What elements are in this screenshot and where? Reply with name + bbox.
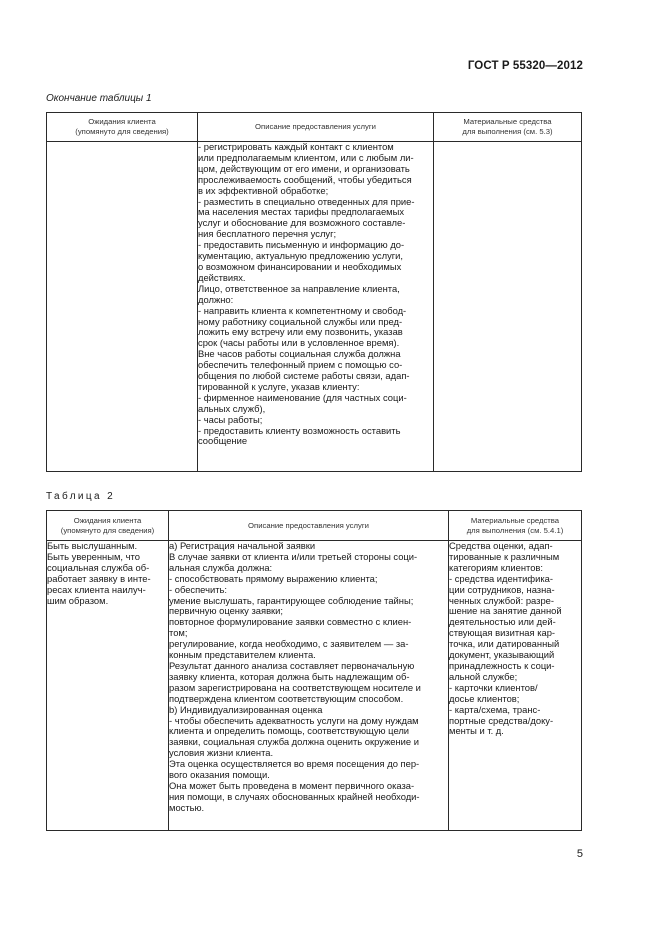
text-line: действиях.	[198, 271, 246, 283]
text-line: альной службе;	[449, 670, 518, 682]
table-1-header-expectations	[47, 113, 198, 142]
table-2-header-resources	[449, 511, 582, 541]
text-line: тированные к различным	[449, 550, 560, 562]
text-line: подтверждена клиентом соответствующим способом.	[169, 692, 404, 704]
text-line: - средства идентифика-	[449, 572, 554, 584]
text-line: Эта оценка осуществляется во время посещения до пер-	[169, 758, 420, 770]
header-text: Материальные средства	[470, 515, 560, 525]
text-line: умение выслушать, гарантирующее соблюдение тайны;	[169, 594, 414, 606]
table-2-caption: Таблица 2	[46, 491, 116, 502]
table-1	[46, 112, 582, 472]
text-line: разом зарегистрирована на соответствующем носителе и	[169, 681, 421, 693]
text-line: вого оказания помощи.	[169, 769, 270, 781]
text-line: условия жизни клиента.	[169, 747, 274, 759]
text-line: Вне часов работы социальная служба должна	[198, 348, 401, 360]
table-1-description-cell	[198, 142, 434, 472]
table-2-header-description	[169, 511, 449, 541]
text-line: Она может быть проведена в момент первичного оказа-	[169, 779, 415, 791]
text-line: конным представителем клиента.	[169, 649, 316, 661]
text-line: - обеспечить:	[169, 583, 227, 595]
text-line: ному работнику социальной службы или пред-	[198, 315, 403, 327]
text-line: о возможном финансировании и необходимых	[198, 260, 402, 272]
table-1-expectations-cell	[47, 142, 198, 472]
text-line: документ, указывающий	[449, 649, 555, 661]
text-line: шим образом.	[47, 594, 109, 606]
table-2	[46, 510, 582, 831]
text-line: - часы работы;	[198, 413, 263, 425]
header-text: Описание предоставления услуги	[248, 520, 369, 530]
text-line: - направить клиента к компетентному и свобод-	[198, 304, 407, 316]
text-line: ствующая визитная кар-	[449, 627, 556, 639]
table-2-header-expectations	[47, 511, 169, 541]
table-1-continuation-caption: Окончание таблицы 1	[46, 93, 152, 104]
text-line: точка, или датированный	[449, 638, 560, 650]
table-1-header-description	[198, 113, 434, 142]
text-line: ресах клиента наилуч-	[47, 583, 146, 595]
standard-designation: ГОСТ Р 55320—2012	[467, 60, 583, 72]
text-line: социальная служба об-	[47, 561, 150, 573]
text-line: Результат данного анализа составляет первоначальную	[169, 659, 415, 671]
text-line: прослеживаемость сообщений, чтобы убедиться	[198, 173, 412, 185]
text-line: - способствовать прямому выражению клиента;	[169, 572, 378, 584]
text-line: или предполагаемым клиентом, или с любым ли-	[198, 151, 414, 163]
text-line: альная служба должна:	[169, 561, 273, 573]
text-line: заявки, социальная служба должна оценить окружение и	[169, 736, 419, 748]
text-line: в их эффективной обработке;	[198, 184, 329, 196]
text-line: работает заявку в инте-	[47, 572, 151, 584]
table-2-resources-cell	[449, 541, 582, 831]
text-line: обеспечить телефонный прием с помощью со-	[198, 359, 403, 371]
text-line: том;	[169, 627, 188, 639]
text-line: портные средства/доку-	[449, 714, 554, 726]
header-text: (упомянуто для сведения)	[60, 525, 155, 535]
header-text: Описание предоставления услуги	[255, 122, 376, 131]
text-line: общения по любой системе работы связи, адап-	[198, 370, 410, 382]
text-line: принадлежность к соци-	[449, 659, 555, 671]
text-line: тированной к услуге, указав клиенту:	[198, 380, 360, 392]
text-line: сообщение	[198, 435, 248, 447]
text-line: а) Регистрация начальной заявки	[169, 540, 316, 551]
text-line: срок (часы работы или в условленное время).	[198, 337, 400, 349]
header-text: Ожидания клиента	[73, 515, 142, 525]
text-line: - разместить в специально отведенных для прие-	[198, 195, 415, 207]
text-line: шение на занятие данной	[449, 605, 562, 617]
text-line: услуг и обоснование для возможного составле-	[198, 217, 406, 229]
page-number: 5	[576, 848, 583, 860]
text-line: деятельностью или дей-	[449, 616, 556, 628]
text-line: Быть уверенным, что	[47, 550, 140, 562]
text-line: ния бесплатного перечня услуг;	[198, 228, 337, 240]
header-text: Материальные средства	[463, 117, 552, 126]
header-text: (упомянуто для сведения)	[75, 127, 169, 136]
text-line: В случае заявки от клиента и/или третьей стороны соци-	[169, 550, 418, 562]
table-2-description-cell	[169, 541, 449, 831]
header-text: для выполнения (см. 5.3)	[462, 127, 553, 136]
text-line: ния помощи, в случаях обоснованных крайней необходи-	[169, 790, 420, 802]
text-line: Лицо, ответственное за направление клиента,	[198, 282, 400, 294]
text-line: альных служб),	[198, 402, 266, 414]
text-line: ложить ему встречу или ему позвонить, указав	[198, 326, 403, 338]
text-line: - чтобы обеспечить адекватность услуги на дому нуждам	[169, 714, 419, 726]
text-line: регулирование, когда необходимо, с заявителем — за-	[169, 638, 409, 650]
text-line: - регистрировать каждый контакт с клиентом	[198, 141, 394, 152]
text-line: заявку клиента, которая должна быть надлежащим об-	[169, 670, 410, 682]
text-line: - фирменное наименование (для частных соци-	[198, 391, 407, 403]
text-line: ма населения местах тарифы предполагаемых	[198, 206, 405, 218]
text-line: мостью.	[169, 801, 205, 813]
text-line: цом, действующим от его имени, и организовать	[198, 162, 410, 174]
header-text: Ожидания клиента	[88, 117, 156, 126]
table-1-header-resources	[434, 113, 582, 142]
text-line: b) Индивидуализированная оценка	[169, 703, 323, 715]
text-line: клиента и определить помощь, соответствующую цели	[169, 725, 410, 737]
text-line: Быть выслушанным.	[47, 540, 138, 551]
header-text: для выполнения (см. 5.4.1)	[466, 525, 564, 535]
text-line: ченных службой: разре-	[449, 594, 555, 606]
text-line: - предоставить письменную и информацию до-	[198, 239, 405, 251]
text-line: должно:	[198, 293, 234, 305]
text-line: категориям клиентов:	[449, 561, 544, 573]
text-line: - карточки клиентов/	[449, 681, 538, 693]
text-line: кументацию, актуальную предложению услуги,	[198, 250, 404, 262]
text-line: - предоставить клиенту возможность оставить	[198, 424, 401, 436]
table-2-expectations-cell	[47, 541, 169, 831]
text-line: Средства оценки, адап-	[449, 540, 553, 551]
text-line: досье клиентов;	[449, 692, 520, 704]
text-line: первичную оценку заявки;	[169, 605, 283, 617]
text-line: ции сотрудников, назна-	[449, 583, 555, 595]
table-1-resources-cell	[434, 142, 582, 472]
text-line: менты и т. д.	[449, 725, 504, 737]
text-line: - карта/схема, транс-	[449, 703, 541, 715]
text-line: повторное формулирование заявки совместно с клиен-	[169, 616, 412, 628]
